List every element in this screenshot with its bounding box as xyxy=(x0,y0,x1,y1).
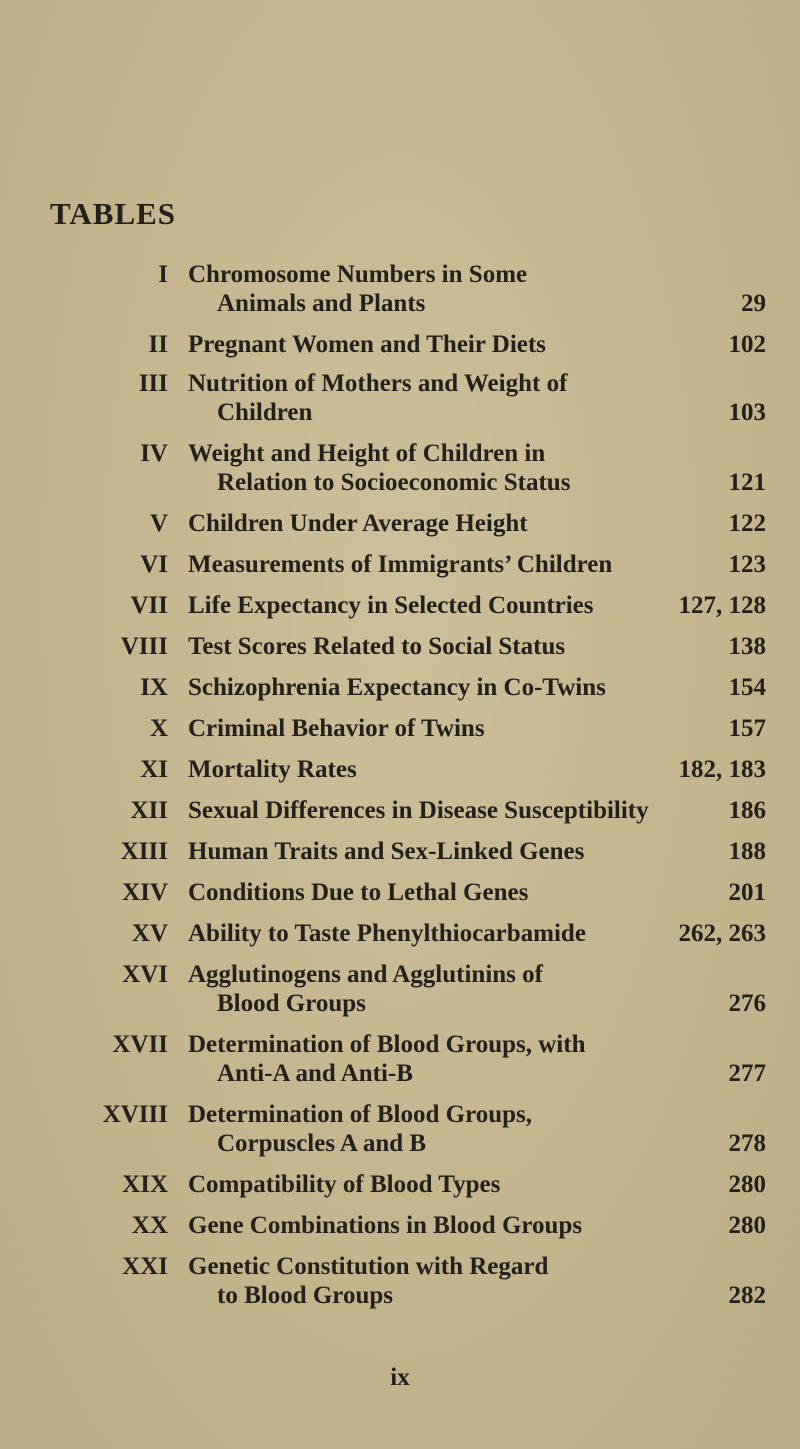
table-numeral: I xyxy=(158,261,168,288)
table-entry xyxy=(0,796,800,825)
table-title-line: Gene Combinations in Blood Groups xyxy=(188,1212,583,1239)
table-page-ref: 277 xyxy=(728,1060,766,1087)
table-title-line: to Blood Groups xyxy=(217,1282,393,1309)
table-title-line: Blood Groups xyxy=(217,990,366,1017)
table-numeral: X xyxy=(149,715,168,742)
table-numeral: XXI xyxy=(122,1253,168,1280)
table-entry xyxy=(0,591,800,620)
table-entry xyxy=(0,1030,800,1088)
table-title-line: Life Expectancy in Selected Countries xyxy=(188,592,594,619)
table-numeral: XVIII xyxy=(102,1101,168,1128)
table-page-ref: 262, 263 xyxy=(678,920,766,947)
table-numeral: IV xyxy=(140,440,168,467)
table-title-line: Children xyxy=(217,399,313,426)
table-page-ref: 186 xyxy=(728,797,766,824)
table-entry xyxy=(0,260,800,318)
table-entry xyxy=(0,837,800,866)
table-entry xyxy=(0,919,800,948)
table-numeral: XV xyxy=(131,920,168,947)
table-title-line: Ability to Taste Phenylthiocarbamide xyxy=(188,920,586,947)
table-numeral: VIII xyxy=(120,633,168,660)
table-title-line: Sexual Differences in Disease Susceptibility xyxy=(188,797,649,824)
table-page-ref: 103 xyxy=(728,399,766,426)
table-entry xyxy=(0,1100,800,1158)
table-numeral: II xyxy=(148,331,168,358)
table-page-ref: 102 xyxy=(728,331,766,358)
table-entry xyxy=(0,330,800,359)
table-page-ref: 138 xyxy=(728,633,766,660)
table-title-line: Anti-A and Anti-B xyxy=(217,1060,413,1087)
table-title-line: Conditions Due to Lethal Genes xyxy=(188,879,529,906)
table-numeral: XX xyxy=(131,1212,168,1239)
table-page-ref: 157 xyxy=(728,715,766,742)
table-title-line: Compatibility of Blood Types xyxy=(188,1171,501,1198)
table-title-line: Schizophrenia Expectancy in Co-Twins xyxy=(188,674,606,701)
table-title-line: Measurements of Immigrants’ Children xyxy=(188,551,613,578)
table-numeral: VII xyxy=(130,592,168,619)
table-page-ref: 201 xyxy=(728,879,766,906)
table-title-line: Children Under Average Height xyxy=(188,510,528,537)
table-title-line: Human Traits and Sex-Linked Genes xyxy=(188,838,585,865)
table-title-line: Nutrition of Mothers and Weight of xyxy=(188,370,568,397)
table-entry xyxy=(0,755,800,784)
table-page-ref: 29 xyxy=(741,290,766,317)
table-page-ref: 278 xyxy=(728,1130,766,1157)
table-numeral: XIX xyxy=(122,1171,168,1198)
table-numeral: XVI xyxy=(122,961,168,988)
table-page-ref: 121 xyxy=(728,469,766,496)
table-title-line: Determination of Blood Groups, xyxy=(188,1101,532,1128)
table-title-line: Chromosome Numbers in Some xyxy=(188,261,528,288)
table-numeral: XIII xyxy=(120,838,168,865)
table-page-ref: 127, 128 xyxy=(678,592,766,619)
table-entry xyxy=(0,673,800,702)
table-numeral: V xyxy=(149,510,168,537)
table-title-line: Animals and Plants xyxy=(217,290,426,317)
table-numeral: XII xyxy=(130,797,168,824)
table-title-line: Determination of Blood Groups, with xyxy=(188,1031,586,1058)
table-entry xyxy=(0,1252,800,1310)
table-page-ref: 154 xyxy=(728,674,766,701)
tables-heading: TABLES xyxy=(50,196,177,231)
table-page-ref: 282 xyxy=(728,1282,766,1309)
table-page-ref: 188 xyxy=(728,838,766,865)
table-numeral: VI xyxy=(140,551,168,578)
table-numeral: XIV xyxy=(122,879,168,906)
table-title-line: Mortality Rates xyxy=(188,756,357,783)
table-entry xyxy=(0,1170,800,1199)
table-page-ref: 123 xyxy=(728,551,766,578)
table-entry xyxy=(0,960,800,1018)
table-title-line: Test Scores Related to Social Status xyxy=(188,633,566,660)
table-title-line: Relation to Socioeconomic Status xyxy=(217,469,571,496)
table-title-line: Agglutinogens and Agglutinins of xyxy=(188,961,543,988)
table-title-line: Pregnant Women and Their Diets xyxy=(188,331,546,358)
table-page-ref: 280 xyxy=(728,1171,766,1198)
table-page-ref: 280 xyxy=(728,1212,766,1239)
table-entry xyxy=(0,878,800,907)
table-numeral: IX xyxy=(140,674,168,701)
table-entry xyxy=(0,714,800,743)
table-title-line: Genetic Constitution with Regard xyxy=(188,1253,549,1280)
table-numeral: III xyxy=(138,370,168,397)
table-entry xyxy=(0,509,800,538)
page-number: ix xyxy=(390,1364,410,1391)
table-entry xyxy=(0,1211,800,1240)
table-page-ref: 276 xyxy=(728,990,766,1017)
table-page-ref: 122 xyxy=(728,510,766,537)
table-entry xyxy=(0,439,800,497)
table-entry xyxy=(0,369,800,427)
table-title-line: Criminal Behavior of Twins xyxy=(188,715,485,742)
table-numeral: XI xyxy=(140,756,168,783)
table-numeral: XVII xyxy=(112,1031,168,1058)
table-entry xyxy=(0,550,800,579)
table-page-ref: 182, 183 xyxy=(678,756,766,783)
tables-list xyxy=(0,260,800,1310)
table-title-line: Corpuscles A and B xyxy=(217,1130,427,1157)
table-title-line: Weight and Height of Children in xyxy=(188,440,546,467)
table-entry xyxy=(0,632,800,661)
